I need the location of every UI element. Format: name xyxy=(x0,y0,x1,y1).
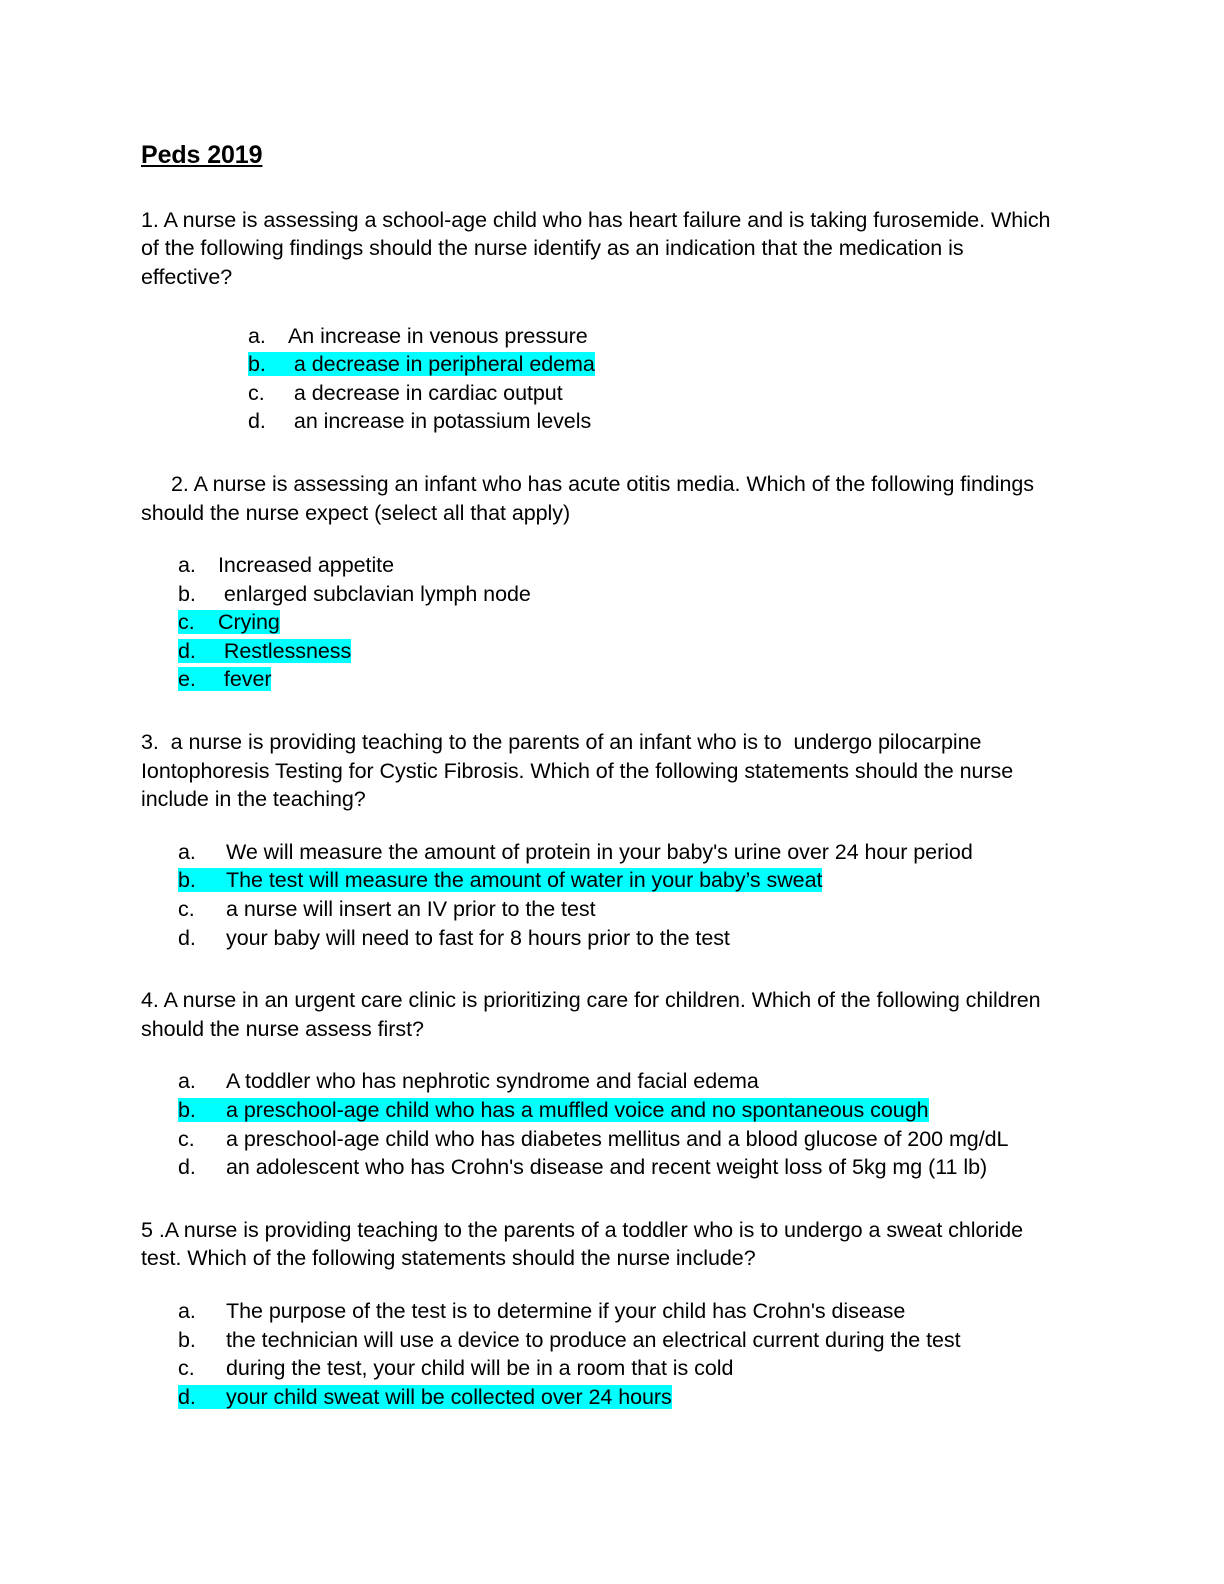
spacer xyxy=(141,1182,1059,1216)
option-marker: c. xyxy=(178,1126,195,1151)
option-text: Crying xyxy=(218,610,280,635)
option-item[interactable] xyxy=(178,924,1059,953)
option-item[interactable] xyxy=(178,1153,1059,1182)
option-marker: d. xyxy=(178,1155,196,1180)
question-5-text: 5 .A nurse is providing teaching to the parents of a toddler who is to undergo a sweat chloride test. Which of the following statements should the nurse include? xyxy=(141,1217,1030,1271)
option-marker: a. xyxy=(178,1069,196,1094)
option-text: an increase in potassium levels xyxy=(288,409,592,434)
spacer xyxy=(141,694,1059,728)
option-text: An increase in venous pressure xyxy=(288,323,588,348)
option-text: Restlessness xyxy=(218,638,352,663)
option-marker: b. xyxy=(178,581,196,606)
option-item[interactable] xyxy=(178,580,1059,609)
option-marker: a. xyxy=(248,323,266,348)
option-item[interactable] xyxy=(178,895,1059,924)
question-1-options xyxy=(141,322,1059,436)
option-item[interactable] xyxy=(178,866,1059,895)
question-5-options xyxy=(141,1297,1059,1411)
option-text: enlarged subclavian lymph node xyxy=(218,581,531,606)
option-text: an adolescent who has Crohn's disease and recent weight loss of 5kg mg (11 lb) xyxy=(226,1155,988,1180)
option-item[interactable] xyxy=(178,1354,1059,1383)
option-marker: a. xyxy=(178,1298,196,1323)
option-item[interactable] xyxy=(248,379,1059,408)
option-text: your child sweat will be collected over 24 hours xyxy=(226,1384,672,1409)
option-item[interactable] xyxy=(178,1326,1059,1355)
option-highlight xyxy=(178,610,280,634)
option-marker: a. xyxy=(178,839,196,864)
option-text: We will measure the amount of protein in your baby's urine over 24 hour period xyxy=(226,839,973,864)
option-highlight xyxy=(178,667,271,691)
option-item[interactable] xyxy=(178,551,1059,580)
option-item[interactable] xyxy=(248,322,1059,351)
option-item[interactable] xyxy=(178,1067,1059,1096)
option-marker: b. xyxy=(248,352,266,377)
spacer xyxy=(141,952,1059,986)
option-item[interactable] xyxy=(178,608,1059,637)
question-3-text: 3. a nurse is providing teaching to the parents of an infant who is to undergo pilocarpine Iontophoresis Testing for Cystic Fibrosis. Which of the following statements should the nurse include in the teaching? xyxy=(141,730,1020,812)
option-text: Increased appetite xyxy=(218,553,395,578)
option-highlight xyxy=(248,352,595,376)
question-1-text: 1. A nurse is assessing a school-age child who has heart failure and is taking furosemide. Which of the following findings should the nurse identify as an indication that the medication is effective? xyxy=(141,207,1057,289)
option-text: a decrease in cardiac output xyxy=(288,380,563,405)
question-3-options xyxy=(141,838,1059,952)
option-marker: c. xyxy=(178,1356,195,1381)
option-marker: b. xyxy=(178,1098,196,1122)
option-marker: d. xyxy=(178,925,196,950)
option-item[interactable] xyxy=(178,1096,1059,1125)
option-marker: d. xyxy=(178,638,196,663)
option-item[interactable] xyxy=(178,665,1059,694)
option-text: The purpose of the test is to determine if your child has Crohn's disease xyxy=(226,1298,906,1323)
spacer xyxy=(141,1273,1059,1297)
option-marker: b. xyxy=(178,868,196,893)
option-text: your baby will need to fast for 8 hours prior to the test xyxy=(226,925,730,950)
option-highlight xyxy=(178,639,351,663)
option-item[interactable] xyxy=(178,1297,1059,1326)
option-highlight xyxy=(178,1385,672,1409)
option-item[interactable] xyxy=(178,637,1059,666)
option-item[interactable] xyxy=(178,838,1059,867)
option-text: a preschool-age child who has diabetes mellitus and a blood glucose of 200 mg/dL xyxy=(226,1126,1009,1151)
option-marker: c. xyxy=(248,380,265,405)
question-2-text: 2. A nurse is assessing an infant who has acute otitis media. Which of the following findings should the nurse expect (select all that apply) xyxy=(141,471,1040,525)
option-highlight xyxy=(178,868,822,892)
option-marker: d. xyxy=(178,1384,196,1409)
spacer xyxy=(141,1043,1059,1067)
option-item[interactable] xyxy=(178,1125,1059,1154)
option-highlight xyxy=(178,1098,929,1122)
spacer xyxy=(141,527,1059,551)
question-4-options xyxy=(141,1067,1059,1181)
option-item[interactable] xyxy=(178,1383,1059,1412)
option-item[interactable] xyxy=(248,407,1059,436)
option-text: the technician will use a device to produce an electrical current during the test xyxy=(226,1327,961,1352)
option-marker: d. xyxy=(248,409,266,434)
option-text: a preschool-age child who has a muffled voice and no spontaneous cough xyxy=(226,1098,929,1122)
spacer xyxy=(141,436,1059,470)
option-text: a decrease in peripheral edema xyxy=(288,352,595,377)
option-item[interactable] xyxy=(248,350,1059,379)
option-marker: c. xyxy=(178,610,195,635)
option-marker: a. xyxy=(178,553,196,578)
option-text: The test will measure the amount of water in your baby’s sweat xyxy=(226,868,823,893)
question-4-text: 4. A nurse in an urgent care clinic is prioritizing care for children. Which of the following children should the nurse assess first? xyxy=(141,988,1047,1041)
spacer xyxy=(141,814,1059,838)
option-marker: e. xyxy=(178,667,196,692)
spacer xyxy=(141,292,1059,322)
option-marker: c. xyxy=(178,897,195,922)
page-title: Peds 2019 xyxy=(141,141,263,169)
question-2-options xyxy=(141,551,1059,694)
option-text: a nurse will insert an IV prior to the test xyxy=(226,897,596,922)
option-text: A toddler who has nephrotic syndrome and facial edema xyxy=(226,1069,759,1094)
option-text: during the test, your child will be in a room that is cold xyxy=(226,1356,734,1381)
option-text: fever xyxy=(218,667,272,692)
option-marker: b. xyxy=(178,1327,196,1352)
